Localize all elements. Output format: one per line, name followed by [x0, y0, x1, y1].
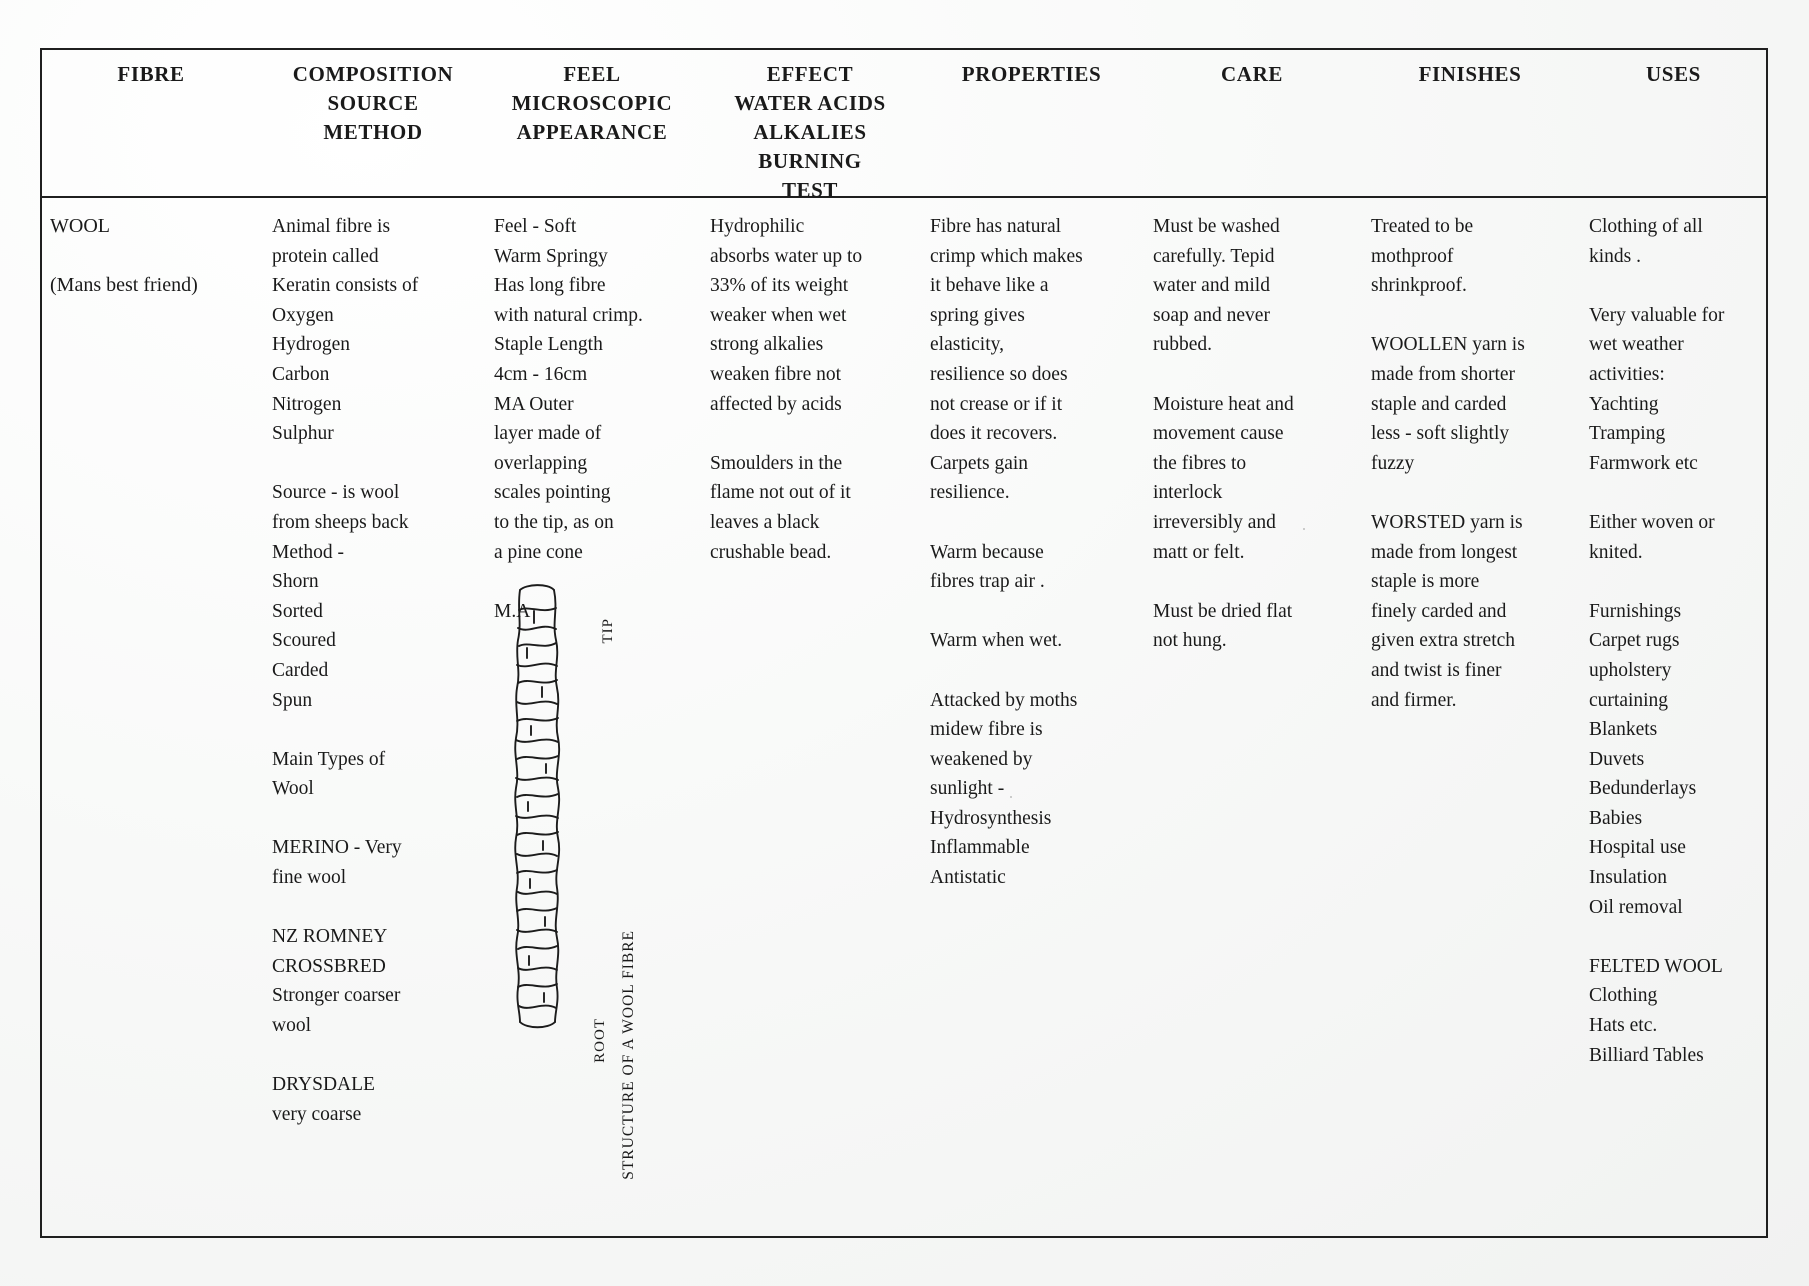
text-line: Attacked by moths	[930, 689, 1078, 711]
text-line: MERINO - Very	[272, 837, 402, 859]
text-line: Carded	[272, 659, 329, 681]
fibre-nickname: (Mans best friend)	[50, 274, 198, 297]
cell-uses	[1579, 198, 1768, 1238]
header-line: WATER ACIDS	[734, 91, 886, 115]
finishes-text	[1371, 212, 1569, 715]
text-line: it behave like a	[930, 275, 1049, 297]
text-line: mothproof	[1371, 245, 1454, 267]
text-line: Billiard Tables	[1589, 1044, 1704, 1066]
text-line: fibres trap air .	[930, 571, 1045, 593]
spacer-line	[272, 715, 474, 745]
text-line: Wool	[272, 778, 314, 800]
spacer-line	[1589, 271, 1758, 301]
text-line: Very valuable for	[1589, 304, 1725, 326]
column-header-uses	[1579, 48, 1768, 196]
text-line: fuzzy	[1371, 452, 1415, 474]
text-line: Yachting	[1589, 393, 1659, 415]
diagram-label-tip: TIP	[600, 618, 616, 644]
text-line: Hydrosynthesis	[930, 807, 1052, 829]
text-line: made from shorter	[1371, 363, 1516, 385]
properties-text	[930, 212, 1133, 893]
column-header-fibre	[40, 48, 262, 196]
spacer-line	[272, 1041, 474, 1071]
table-row	[40, 198, 1768, 1238]
text-line: layer made of	[494, 423, 602, 445]
text-line: Duvets	[1589, 748, 1645, 770]
text-line: Carpet rugs	[1589, 630, 1680, 652]
text-line: Scoured	[272, 630, 336, 652]
text-line: Treated to be	[1371, 216, 1474, 237]
text-line: not crease or if it	[930, 393, 1063, 415]
header-line: TEST	[781, 178, 839, 202]
scan-speck	[1010, 796, 1012, 798]
text-line: Keratin consists of	[272, 275, 419, 297]
column-header-effect	[700, 48, 920, 202]
header-line: ALKALIES	[753, 120, 867, 144]
text-line: MA Outer	[494, 393, 574, 415]
spacer-line	[272, 804, 474, 834]
text-line: Feel - Soft	[494, 216, 577, 237]
cell-composition	[262, 198, 484, 1238]
text-line: and firmer.	[1371, 689, 1457, 711]
text-line: Staple Length	[494, 334, 603, 356]
header-line: MICROSCOPIC	[511, 91, 673, 115]
text-line: Moisture heat and	[1153, 393, 1294, 415]
text-line: overlapping	[494, 452, 588, 474]
text-line: not hung.	[1153, 630, 1227, 652]
text-line: Oil removal	[1589, 896, 1683, 918]
text-line: flame not out of it	[710, 482, 851, 504]
text-line: Inflammable	[930, 837, 1030, 859]
text-line: Warm Springy	[494, 245, 608, 267]
text-line: does it recovers.	[930, 423, 1058, 445]
text-line: Has long fibre	[494, 275, 606, 297]
header-line: PROPERTIES	[961, 62, 1102, 86]
text-line: elasticity,	[930, 334, 1005, 356]
text-line: Hydrogen	[272, 334, 350, 356]
text-line: strong alkalies	[710, 334, 824, 356]
text-line: Warm because	[930, 541, 1044, 563]
header-line: EFFECT	[766, 62, 854, 86]
text-line: wool	[272, 1015, 311, 1037]
text-line: Nitrogen	[272, 393, 342, 415]
text-line: Sulphur	[272, 423, 334, 445]
text-line: Tramping	[1589, 423, 1666, 445]
spacer-line	[930, 597, 1133, 627]
text-line: rubbed.	[1153, 334, 1213, 356]
text-line: Stronger coarser	[272, 985, 401, 1007]
header-line: FINISHES	[1418, 62, 1522, 86]
text-line: shrinkproof.	[1371, 275, 1467, 297]
spacer-line	[272, 449, 474, 479]
text-line: resilience.	[930, 482, 1010, 504]
composition-text	[272, 212, 474, 1129]
scan-speck	[1303, 528, 1305, 530]
wool-fibre-structure-drawing	[490, 570, 700, 1180]
text-line: Babies	[1589, 807, 1643, 829]
text-line: M.A	[494, 600, 531, 622]
header-line: APPEARANCE	[516, 120, 668, 144]
uses-text	[1589, 212, 1758, 1070]
text-line: water and mild	[1153, 275, 1270, 297]
column-header-finishes	[1361, 48, 1579, 196]
text-line: the fibres to	[1153, 452, 1247, 474]
text-line: matt or felt.	[1153, 541, 1245, 563]
header-line: FEEL	[563, 62, 621, 86]
text-line: crushable bead.	[710, 541, 832, 563]
text-line: Source - is wool	[272, 482, 400, 504]
text-line: movement cause	[1153, 423, 1284, 445]
column-header-properties	[920, 48, 1143, 196]
care-text	[1153, 212, 1351, 656]
cell-finishes	[1361, 198, 1579, 1238]
text-line: WORSTED yarn is	[1371, 511, 1523, 533]
text-line: absorbs water up to	[710, 245, 863, 267]
text-line: 4cm - 16cm	[494, 363, 588, 385]
cell-effect	[700, 198, 920, 1238]
text-line: soap and never	[1153, 304, 1270, 326]
text-line: Must be dried flat	[1153, 600, 1293, 622]
text-line: finely carded and	[1371, 600, 1507, 622]
spacer-line	[930, 508, 1133, 538]
cell-properties	[920, 198, 1143, 1238]
text-line: midew fibre is	[930, 719, 1043, 741]
text-line: less - soft slightly	[1371, 423, 1510, 445]
spacer-line	[1589, 922, 1758, 952]
column-header-care	[1143, 48, 1361, 196]
cell-fibre	[40, 198, 262, 1238]
text-line: Hospital use	[1589, 837, 1686, 859]
text-line: Farmwork etc	[1589, 452, 1698, 474]
text-line: scales pointing	[494, 482, 611, 504]
column-header-composition	[262, 48, 484, 196]
spacer-line	[1371, 301, 1569, 331]
text-line: resilience so does	[930, 363, 1068, 385]
text-line: CROSSBRED	[272, 955, 386, 977]
text-line: WOOLLEN yarn is	[1371, 334, 1525, 356]
header-line: CARE	[1221, 62, 1283, 86]
text-line: a pine cone	[494, 541, 583, 563]
spacer-line	[50, 242, 252, 272]
cell-feel	[484, 198, 700, 1238]
text-line: very coarse	[272, 1103, 362, 1125]
text-line: wet weather	[1589, 334, 1684, 356]
effect-text	[710, 212, 910, 567]
header-line: USES	[1646, 62, 1701, 86]
text-line: given extra stretch	[1371, 630, 1516, 652]
cell-care	[1143, 198, 1361, 1238]
text-line: Carbon	[272, 363, 330, 385]
text-line: weaker when wet	[710, 304, 847, 326]
text-line: made from longest	[1371, 541, 1518, 563]
text-line: Hats etc.	[1589, 1015, 1658, 1037]
spacer-line	[1153, 360, 1351, 390]
text-line: NZ ROMNEY	[272, 926, 388, 948]
column-header-feel	[484, 48, 700, 196]
text-line: with natural crimp.	[494, 304, 643, 326]
text-line: kinds .	[1589, 245, 1642, 267]
text-line: leaves a black	[710, 511, 820, 533]
text-line: spring gives	[930, 304, 1025, 326]
diagram-label-root: ROOT	[592, 1018, 608, 1063]
text-line: Carpets gain	[930, 452, 1029, 474]
spacer-line	[1153, 567, 1351, 597]
spacer-line	[1371, 478, 1569, 508]
text-line: fine wool	[272, 867, 347, 889]
text-line: Spun	[272, 689, 313, 711]
text-line: Oxygen	[272, 304, 334, 326]
text-line: interlock	[1153, 482, 1223, 504]
text-line: Method -	[272, 541, 345, 563]
text-line: Animal fibre is	[272, 216, 391, 237]
text-line: Fibre has natural	[930, 216, 1062, 237]
text-line: Either woven or	[1589, 511, 1715, 533]
text-line: protein called	[272, 245, 379, 267]
header-line: FIBRE	[117, 62, 185, 86]
text-line: Sorted	[272, 600, 323, 622]
text-line: to the tip, as on	[494, 511, 614, 533]
text-line: irreversibly and	[1153, 511, 1276, 533]
text-line: weakened by	[930, 748, 1033, 770]
text-line: Clothing of all	[1589, 216, 1703, 237]
text-line: DRYSDALE	[272, 1074, 375, 1096]
text-line: Clothing	[1589, 985, 1658, 1007]
header-line: METHOD	[323, 120, 423, 144]
text-line: Smoulders in the	[710, 452, 843, 474]
text-line: carefully. Tepid	[1153, 245, 1275, 267]
text-line: Bedunderlays	[1589, 778, 1697, 800]
text-line: Main Types of	[272, 748, 386, 770]
text-line: knited.	[1589, 541, 1643, 563]
text-line: crimp which makes	[930, 245, 1083, 267]
spacer-line	[930, 656, 1133, 686]
text-line: upholstery	[1589, 659, 1672, 681]
text-line: Must be washed	[1153, 216, 1280, 237]
text-line: Hydrophilic	[710, 216, 805, 237]
spacer-line	[1589, 567, 1758, 597]
text-line: Shorn	[272, 571, 319, 593]
text-line: affected by acids	[710, 393, 842, 415]
text-line: from sheeps back	[272, 511, 409, 533]
fibre-name: WOOL	[50, 215, 110, 237]
header-line: SOURCE	[327, 91, 419, 115]
table-header-row	[40, 48, 1768, 202]
text-line: staple is more	[1371, 571, 1480, 593]
text-line: curtaining	[1589, 689, 1669, 711]
text-line: 33% of its weight	[710, 275, 849, 297]
header-line: BURNING	[758, 149, 862, 173]
spacer-line	[710, 419, 910, 449]
spacer-line	[1589, 478, 1758, 508]
text-line: and twist is finer	[1371, 659, 1502, 681]
feel-text	[494, 212, 690, 626]
text-line: sunlight -	[930, 778, 1005, 800]
spacer-line	[272, 893, 474, 923]
text-line: Furnishings	[1589, 600, 1682, 622]
text-line: staple and carded	[1371, 393, 1507, 415]
text-line: weaken fibre not	[710, 363, 842, 385]
text-line: Blankets	[1589, 719, 1658, 741]
text-line: Insulation	[1589, 867, 1667, 889]
diagram-caption: STRUCTURE OF A WOOL FIBRE	[620, 930, 637, 1180]
text-line: Antistatic	[930, 867, 1006, 889]
text-line: FELTED WOOL	[1589, 955, 1723, 977]
text-line: activities:	[1589, 363, 1665, 385]
text-line: Warm when wet.	[930, 630, 1063, 652]
header-line: COMPOSITION	[292, 62, 454, 86]
